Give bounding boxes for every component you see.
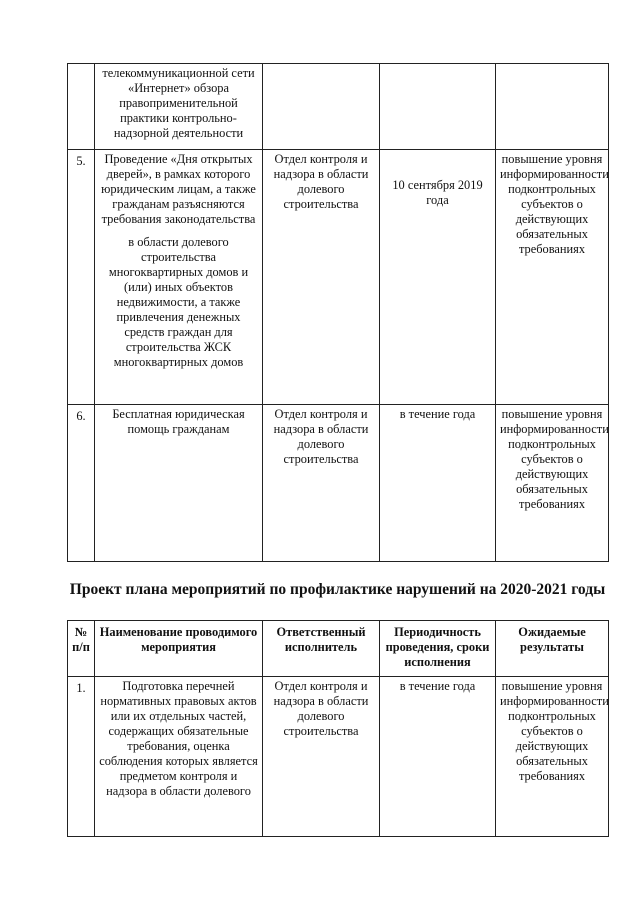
table-header-row bbox=[68, 621, 609, 677]
period-cell: в течение года bbox=[380, 405, 496, 562]
executor-cell: Отдел контроля и надзора в области долевого строительства bbox=[263, 405, 380, 562]
row-number: 5. bbox=[68, 150, 95, 405]
table-row bbox=[68, 64, 609, 150]
executor-cell: Отдел контроля и надзора в области долевого строительства bbox=[263, 150, 380, 405]
header-num: № п/п bbox=[68, 621, 95, 677]
result-cell: повышение уровня информированности подконтрольных субъектов о действующих обязательных требованиях bbox=[496, 405, 609, 562]
header-executor: Ответственный исполнитель bbox=[263, 621, 380, 677]
events-table-2019 bbox=[67, 63, 609, 562]
event-cell bbox=[95, 150, 263, 405]
period-text: 10 сентября 2019 года bbox=[392, 178, 483, 207]
period-cell bbox=[380, 150, 496, 405]
table-row bbox=[68, 677, 609, 837]
row-number bbox=[68, 64, 95, 150]
executor-cell bbox=[263, 64, 380, 150]
row-number: 1. bbox=[68, 677, 95, 837]
header-period: Периодичность проведения, сроки исполнения bbox=[380, 621, 496, 677]
table-row bbox=[68, 150, 609, 405]
event-text: Бесплатная юридическая помощь гражданам bbox=[112, 407, 245, 436]
event-cell bbox=[95, 405, 263, 562]
events-table-2020-2021 bbox=[67, 620, 609, 837]
result-cell: повышение уровня информированности подконтрольных субъектов о действующих обязательных требованиях bbox=[496, 677, 609, 837]
table-row bbox=[68, 405, 609, 562]
event-text: Проведение «Дня открытых дверей», в рамках которого юридическим лицам, а также гражданам разъясняются требования законодательства bbox=[101, 152, 256, 226]
plan-title: Проект плана мероприятий по профилактике нарушений на 2020-2021 годы bbox=[69, 581, 606, 598]
event-cell bbox=[95, 64, 263, 150]
event-text: в области долевого строительства многоквартирных домов и (или) иных объектов недвижимости, а также привлечения денежных средств граждан для строительства ЖСК многоквартирных домов bbox=[108, 235, 249, 369]
result-cell bbox=[496, 64, 609, 150]
period-cell: в течение года bbox=[380, 677, 496, 837]
header-result: Ожидаемые результаты bbox=[496, 621, 609, 677]
result-cell: повышение уровня информированности подконтрольных субъектов о действующих обязательных требованиях bbox=[496, 150, 609, 405]
event-cell: Подготовка перечней нормативных правовых актов или их отдельных частей, содержащих обязательные требования, оценка соблюдения которых является предметом контроля и надзора в области долевого bbox=[95, 677, 263, 837]
executor-cell: Отдел контроля и надзора в области долевого строительства bbox=[263, 677, 380, 837]
event-text: телекоммуникационной сети «Интернет» обзора правоприменительной практики контрольно-надзорной деятельности bbox=[102, 66, 255, 140]
period-cell bbox=[380, 64, 496, 150]
header-event: Наименование проводимого мероприятия bbox=[95, 621, 263, 677]
row-number: 6. bbox=[68, 405, 95, 562]
